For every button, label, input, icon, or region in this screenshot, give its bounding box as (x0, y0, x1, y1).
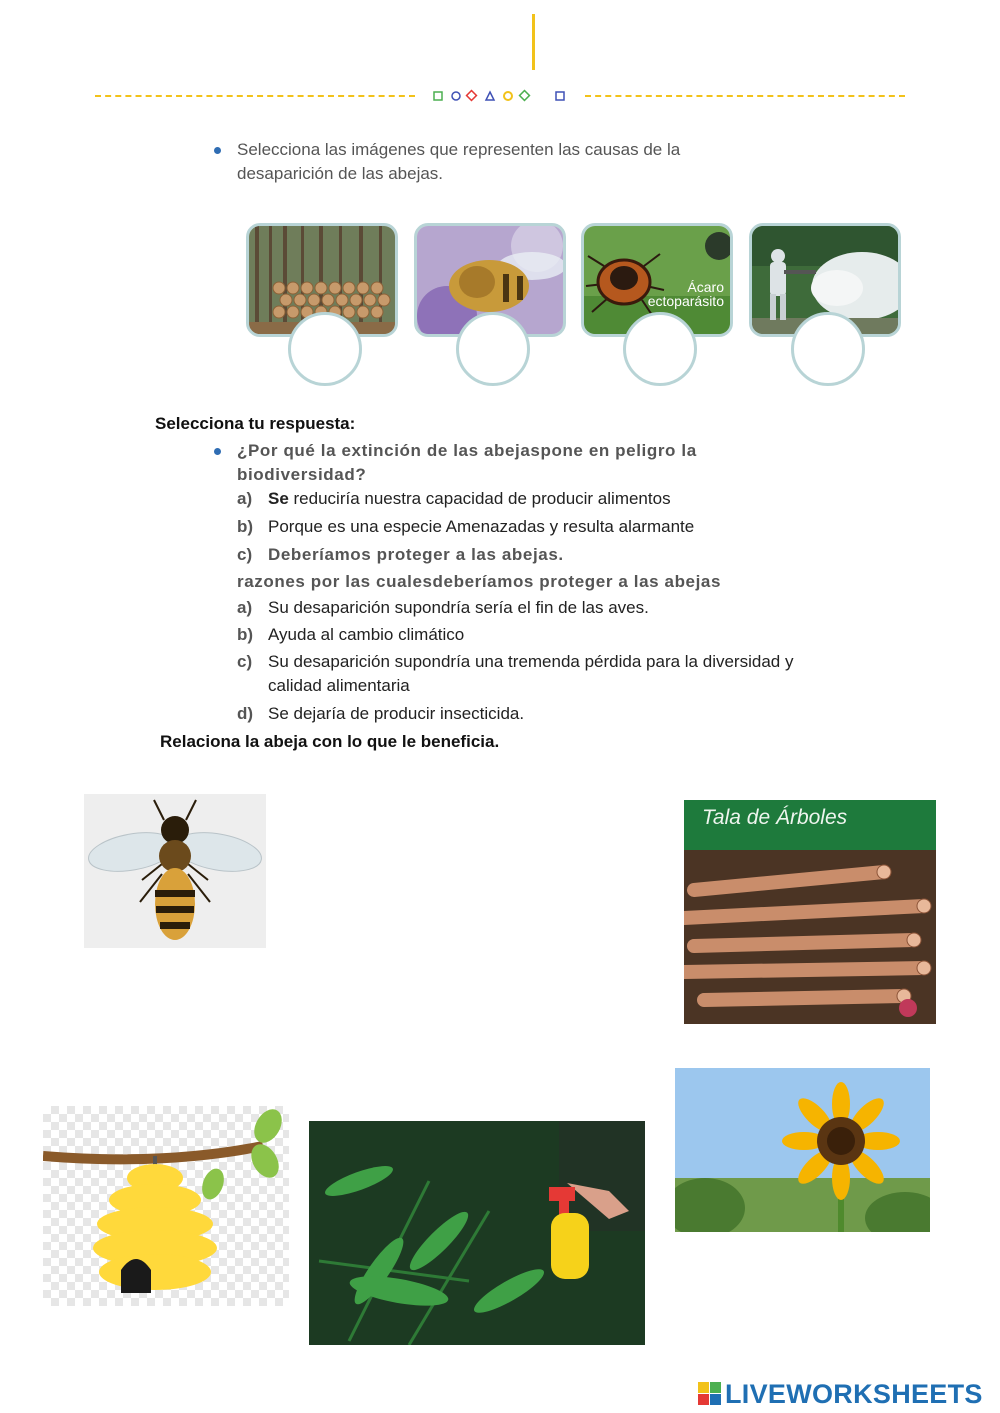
header-divider-line (532, 14, 535, 70)
q2-option-d-letter: d) (237, 704, 254, 723)
select-answer-heading: Selecciona tu respuesta: (155, 414, 356, 433)
liveworksheets-logo (697, 1378, 983, 1410)
spray-plant-icon (309, 1121, 645, 1345)
beehive-icon (43, 1106, 289, 1306)
answer-circle-2[interactable] (456, 312, 530, 386)
instruction-text: Selecciona las imágenes que representen las causas de la desaparición de las abejas. (237, 140, 681, 183)
liveworksheets-logo-icon (697, 1380, 723, 1408)
logs-pile-icon (684, 800, 936, 1024)
question-1: ¿Por qué la extinción de las abejaspone en peligro la biodiversidad? (237, 441, 697, 484)
tala-label: Tala de Árboles (702, 806, 848, 829)
q1-option-a-text: reduciría nuestra capacidad de producir alimentos (288, 489, 671, 508)
question-2: razones por las cualesdeberíamos proteger a las abejas (237, 572, 722, 591)
dashed-line-right (585, 95, 905, 97)
q1-option-b[interactable]: Porque es una especie Amenazadas y resulta alarmante (268, 517, 695, 536)
q1-option-c[interactable]: Deberíamos proteger a las abejas. (268, 545, 564, 564)
bullet-icon (214, 448, 221, 455)
bee-icon (84, 794, 266, 948)
insecticide-spray-image[interactable] (309, 1121, 645, 1345)
decorative-shapes-icon (430, 89, 570, 103)
tala-arboles-image[interactable] (684, 800, 936, 1024)
answer-circle-1[interactable] (288, 312, 362, 386)
q1-option-c-letter: c) (237, 545, 253, 564)
q2-option-d[interactable]: Se dejaría de producir insecticida. (268, 704, 525, 723)
q1-option-a[interactable] (268, 487, 671, 511)
q2-option-a[interactable]: Su desaparición supondría sería el fin de las aves. (268, 598, 649, 617)
mite-label-line2: ectoparásito (647, 293, 724, 309)
bullet-icon (214, 147, 221, 154)
q1-option-a-letter: a) (237, 489, 253, 508)
q2-option-a-letter: a) (237, 598, 253, 617)
q2-option-b[interactable]: Ayuda al cambio climático (268, 625, 465, 644)
beehive-image[interactable] (43, 1106, 289, 1306)
bee-image[interactable] (84, 794, 266, 948)
q2-option-c[interactable]: Su desaparición supondría una tremenda pérdida para la diversidad y calidad alimentaria (268, 652, 794, 695)
sunflower-image[interactable] (675, 1068, 930, 1232)
answer-circle-3[interactable] (623, 312, 697, 386)
dashed-line-left (95, 95, 415, 97)
match-heading: Relaciona la abeja con lo que le beneficia. (160, 732, 500, 751)
q2-option-b-letter: b) (237, 625, 254, 644)
mite-label-line1: Ácaro (687, 279, 724, 295)
q1-option-b-letter: b) (237, 517, 254, 536)
sunflower-icon (675, 1068, 930, 1232)
logo-text: LIVEWORKSHEETS (725, 1378, 983, 1409)
answer-circle-4[interactable] (791, 312, 865, 386)
q2-option-c-letter: c) (237, 652, 253, 671)
q1-option-a-prefix: Se (268, 489, 289, 508)
